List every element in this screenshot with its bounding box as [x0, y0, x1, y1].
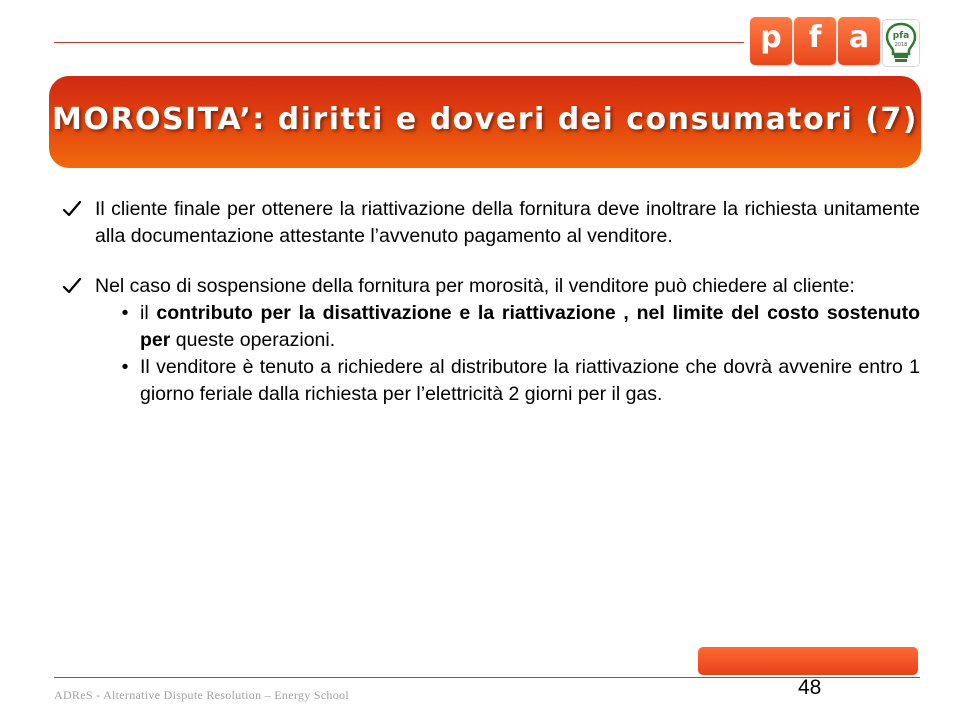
bottom-divider — [54, 677, 920, 678]
logo-bulb-text: pfa — [892, 31, 910, 41]
title-banner — [49, 76, 921, 168]
slide-body — [58, 196, 920, 408]
bullet-dot-icon: • — [121, 302, 129, 324]
logo-letter-a: a — [838, 17, 880, 65]
page-number: 48 — [798, 676, 822, 699]
lightbulb-icon — [882, 19, 920, 67]
bullet-text: Nel caso di sospensione della fornitura per morosità, il venditore può chiedere al cliente: — [95, 275, 855, 297]
sub-bullet-item — [58, 354, 920, 408]
bullet-item — [58, 273, 920, 300]
slide-title: MOROSITA’: diritti e doveri dei consumatori (7) — [52, 101, 918, 137]
bullet-dot-icon: • — [121, 356, 129, 378]
logo-bulb-year: 2018 — [894, 42, 908, 48]
checkmark-icon — [62, 277, 82, 295]
bullet-item — [58, 196, 920, 250]
checkmark-icon — [62, 200, 82, 218]
sub-bullet-pre: il — [140, 302, 157, 324]
logo-letter-f: f — [794, 17, 836, 65]
footer-accent-bar — [698, 647, 918, 675]
top-divider — [54, 42, 744, 43]
sub-bullet-text: Il venditore è tenuto a richiedere al distributore la riattivazione che dovrà avvenire entro 1 giorno feriale dalla richiesta per l’elettricità 2 giorni per il gas. — [140, 356, 920, 405]
logo-letter-p: p — [750, 17, 792, 65]
bullet-text: Il cliente finale per ottenere la riattivazione della fornitura deve inoltrare la richiesta unitamente alla documentazione attestante l’avvenuto pagamento al venditore. — [95, 198, 920, 247]
sub-bullet-post: queste operazioni. — [170, 329, 336, 351]
sub-bullet-bold: contributo per la disattivazione e la riattivazione , nel limite del costo sostenuto per — [140, 302, 920, 351]
sub-bullet-item — [58, 300, 920, 354]
footer-text: ADReS - Alternative Dispute Resolution – Energy School — [54, 688, 349, 702]
